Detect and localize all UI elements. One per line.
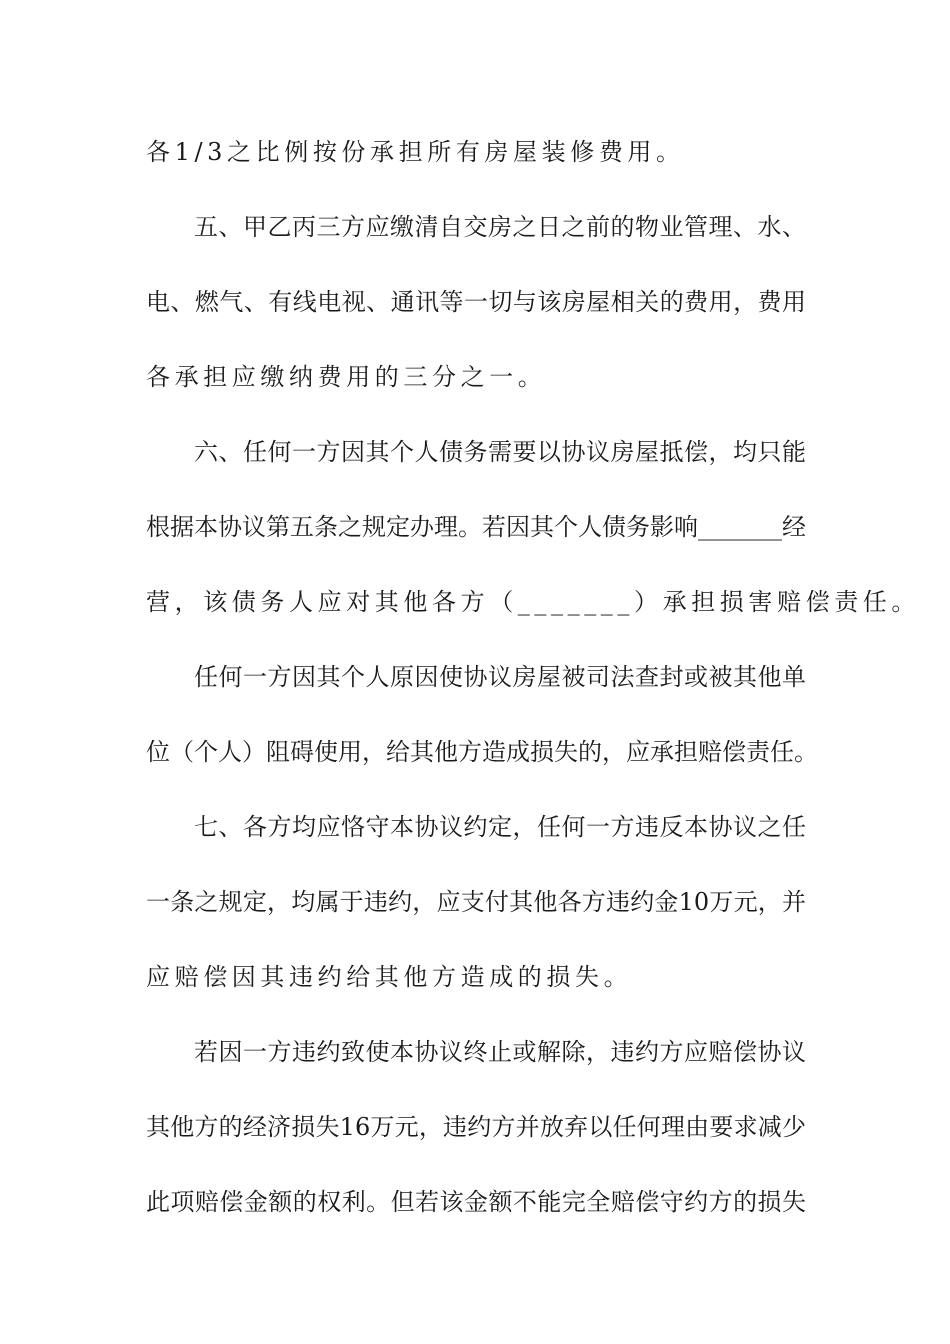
text-line-14: 其他方的经济损失16万元，违约方并放弃以任何理由要求减少 xyxy=(146,1113,806,1141)
text-line-10: 七、各方均应恪守本协议约定，任何一方违反本协议之任 xyxy=(194,813,806,841)
text-line-12: 应赔偿因其违约给其他方造成的损失。 xyxy=(146,963,633,991)
text-line-2: 五、甲乙丙三方应缴清自交房之日之前的物业管理、水、 xyxy=(194,213,806,241)
text-line-9: 位（个人）阻碍使用，给其他方造成损失的，应承担赔偿责任。 xyxy=(146,738,818,766)
text-line-13: 若因一方违约致使本协议终止或解除，违约方应赔偿协议 xyxy=(194,1038,806,1066)
text-line-8: 任何一方因其个人原因使协议房屋被司法查封或被其他单 xyxy=(194,663,806,691)
text-line-6: 根据本协议第五条之规定办理。若因其个人债务影响_______经 xyxy=(146,513,806,541)
text-line-4: 各承担应缴纳费用的三分之一。 xyxy=(146,363,547,391)
text-line-5: 六、任何一方因其个人债务需要以协议房屋抵偿，均只能 xyxy=(194,438,806,466)
text-line-1: 各1/3之比例按份承担所有房屋装修费用。 xyxy=(146,138,685,166)
text-line-7: 营，该债务人应对其他各方（_______）承担损害赔偿责任。 xyxy=(146,588,920,616)
text-line-11: 一条之规定，均属于违约，应支付其他各方违约金10万元，并 xyxy=(146,888,806,916)
text-line-3: 电、燃气、有线电视、通讯等一切与该房屋相关的费用，费用 xyxy=(146,288,806,316)
text-line-15: 此项赔偿金额的权利。但若该金额不能完全赔偿守约方的损失 xyxy=(146,1188,806,1216)
